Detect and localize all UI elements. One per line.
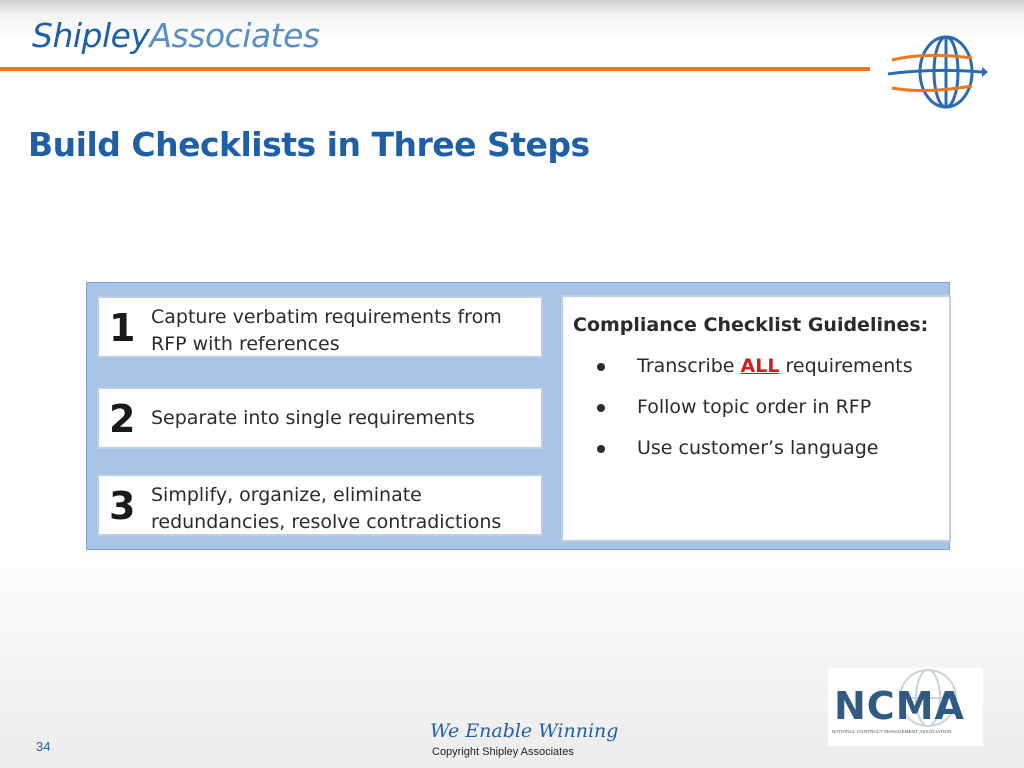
logo-associates-text: Associates — [149, 16, 320, 55]
step-2-text: Separate into single requirements — [151, 407, 475, 429]
guideline-1-emphasis: ALL — [740, 355, 780, 377]
guideline-2-text: Follow topic order in RFP — [637, 396, 872, 418]
bullet-icon — [597, 363, 605, 371]
ncma-wordmark: NCMA — [834, 684, 965, 728]
shipley-associates-logo — [32, 16, 320, 55]
guideline-1-text-after: requirements — [779, 355, 913, 377]
guideline-3-text: Use customer’s language — [637, 437, 879, 459]
bullet-icon — [597, 445, 605, 453]
slide-title: Build Checklists in Three Steps — [28, 125, 590, 164]
checklist-steps-panel — [86, 282, 950, 550]
step-1-number: 1 — [109, 306, 136, 350]
guideline-item-3 — [597, 437, 913, 478]
step-3-box — [97, 474, 543, 536]
ncma-subtitle: NATIONAL CONTRACT MANAGEMENT ASSOCIATION — [832, 729, 952, 734]
footer-tagline: We Enable Winning — [430, 720, 619, 742]
guidelines-title: Compliance Checklist Guidelines: — [573, 314, 929, 336]
guidelines-box — [561, 295, 951, 542]
logo-shipley-text: Shipley — [32, 16, 150, 55]
globe-arrow-logo-icon — [884, 34, 988, 110]
step-2-box — [97, 387, 543, 449]
ncma-logo — [828, 668, 983, 746]
page-number: 34 — [36, 739, 51, 754]
footer-copyright: Copyright Shipley Associates — [432, 746, 574, 758]
step-1-box — [97, 296, 543, 358]
header-divider — [0, 67, 870, 71]
step-3-text: Simplify, organize, eliminate redundancies, resolve contradictions — [151, 484, 502, 533]
step-3-number: 3 — [109, 484, 136, 528]
guideline-item-1 — [597, 355, 913, 396]
bullet-icon — [597, 404, 605, 412]
guideline-item-2 — [597, 396, 913, 437]
step-1-text: Capture verbatim requirements from RFP with references — [151, 306, 502, 355]
step-2-number: 2 — [109, 397, 136, 441]
guidelines-list — [597, 355, 913, 478]
guideline-1-text-before: Transcribe — [637, 355, 741, 377]
